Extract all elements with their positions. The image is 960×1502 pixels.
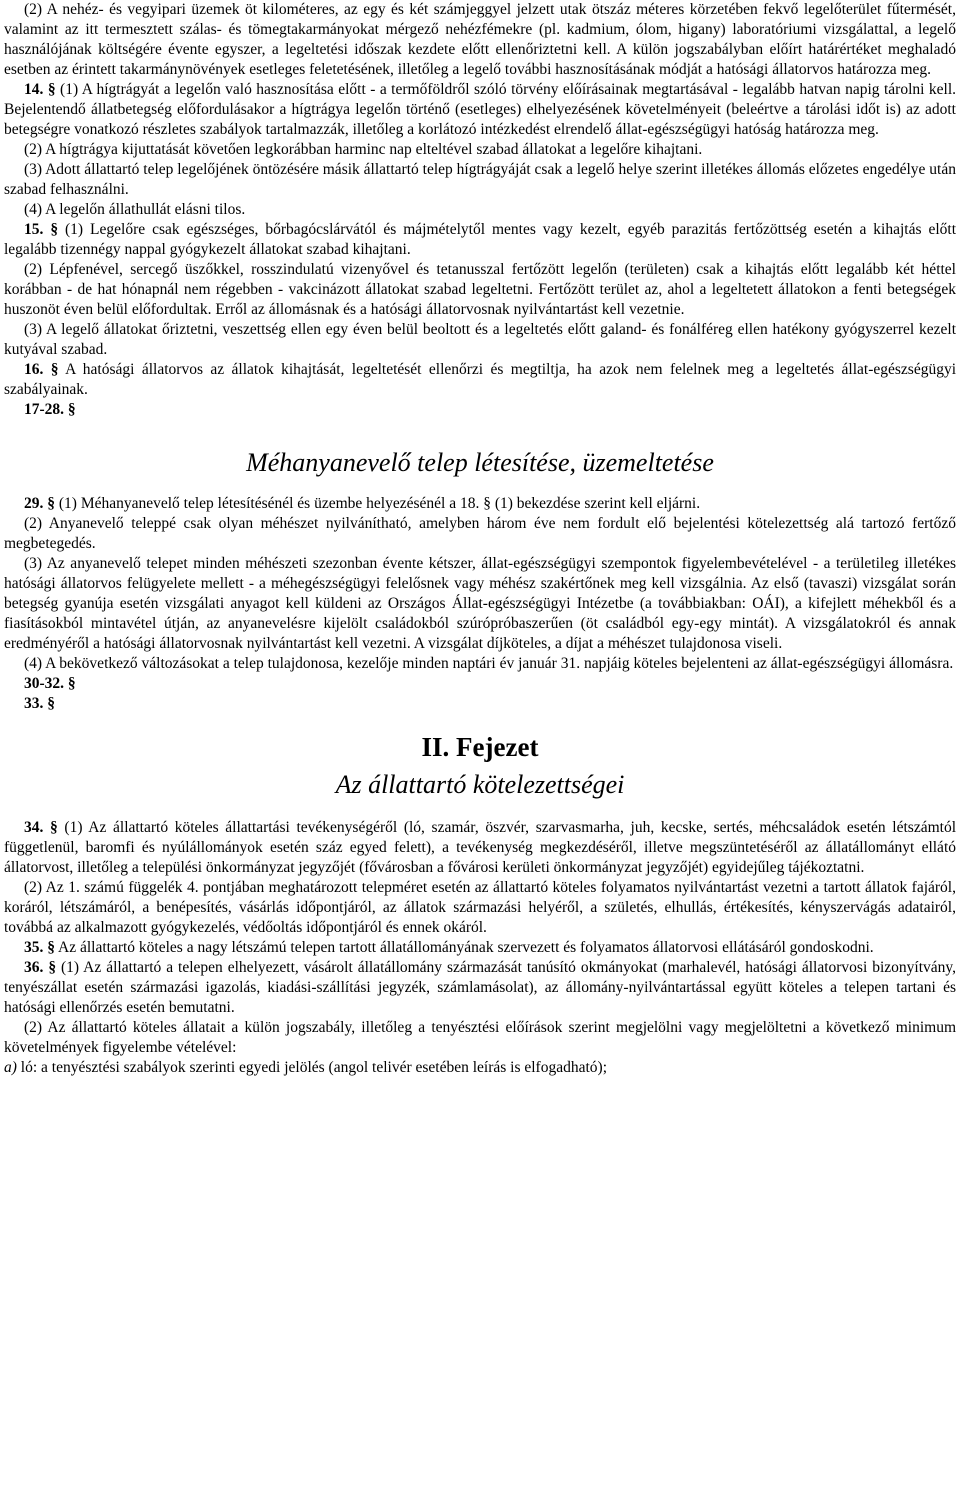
section-number: 17-28. xyxy=(24,401,65,418)
section-symbol: § xyxy=(48,959,57,976)
section-symbol: § xyxy=(47,939,55,956)
section-number: 30-32. xyxy=(24,675,65,692)
list-marker: a) xyxy=(4,1059,17,1076)
section-symbol: § xyxy=(47,695,55,712)
section-symbol: § xyxy=(67,675,76,692)
paragraph xyxy=(4,554,956,654)
paragraph xyxy=(4,958,956,1018)
paragraph xyxy=(4,0,956,80)
paragraph xyxy=(4,160,956,200)
paragraph xyxy=(4,320,956,360)
section-number: 34. xyxy=(24,819,44,836)
section-symbol: § xyxy=(50,361,59,378)
paragraph-text: (2) A hígtrágya kijuttatását követően legkorábban harminc nap elteltével szabad állatokat a legelőre kihajtani. xyxy=(24,141,703,158)
paragraph-text: (1) A hígtrágyát a legelőn való hasznosítása előtt - a termőföldről szóló törvény előírásainak megtartásával - legalább hatvan napig tárolni kell. Bejelentendő állatbetegség előfordulásakor a hígtrágya legelőn történő (esetleges) elhelyezésének követelményeit (beleértve a tárolási időt is) az adott betegségre vonatkozó részletes szabályok tartalmazzák, illetőleg a korlátozó intézkedést elrendelő állat-egészségügyi hatóság határozza meg. xyxy=(4,81,957,138)
paragraph xyxy=(4,674,956,694)
paragraph-text: Az állattartó köteles a nagy létszámú telepen tartott állatállományának szervezett és folyamatos állatorvosi ellátásáról gondoskodni. xyxy=(55,939,874,956)
section-number: 36. xyxy=(24,959,44,976)
paragraph xyxy=(4,1018,956,1058)
paragraph-text: (3) A legelő állatokat őriztetni, veszettség ellen egy éven belül beoltott és a legeltetés előtt galand- és fonálféreg ellen hatékony gyógyszerrel kezelt kutyával szabad. xyxy=(4,321,956,358)
paragraph-text: (4) A legelőn állathullát elásni tilos. xyxy=(24,201,246,218)
section-heading: Méhanyanevelő telep létesítése, üzemeltetése xyxy=(246,448,714,477)
paragraph-text: (1) Az állattartó köteles állattartási tevékenységéről (ló, szamár, öszvér, szarvasmarha, juh, kecske, sertés, méhcsaládok esetén létszámtól függetlenül, baromfi és nyúlállományok esetén száz egyed felett), a tevékenység megkezdéséről, illetve megszüntetéséről az állatállományt ellátó állatorvost, illetőleg a települési önkormányzat jegyzőjét (fővárosban a fővárosi kerületi önkormányzat jegyzőjét) egyidejűleg tájékoztatni. xyxy=(4,819,957,876)
paragraph xyxy=(4,220,956,260)
paragraph xyxy=(4,818,956,878)
paragraph xyxy=(4,514,956,554)
section-number: 14. xyxy=(24,81,44,98)
paragraph xyxy=(4,140,956,160)
paragraph xyxy=(4,1058,956,1078)
paragraph-text: A hatósági állatorvos az állatok kihajtását, legeltetését ellenőrzi és megtiltja, ha azok nem felelnek meg a legeltetés állat-egészségügyi szabályainak. xyxy=(4,361,957,398)
paragraph xyxy=(4,360,956,400)
paragraph-text: (2) Az 1. számú függelék 4. pontjában meghatározott telepméret esetén az állattartó köteles folyamatos nyilvántartást vezetni a tartott állatok fajáról, koráról, létszámáról, a benépesítés, vásárlás időpontjáról, az állatok származási helyéről, a születés, elhullás, értékesítés, kényszervágás adatairól, továbbá az alkalmazott gyógykezelés, védőoltás időpontjáról és ennek okáról. xyxy=(4,879,956,936)
paragraph xyxy=(4,260,956,320)
paragraph-text: ló: a tenyésztési szabályok szerinti egyedi jelölés (angol telivér esetében leírás is elfogadható); xyxy=(16,1059,607,1076)
section-number: 33. xyxy=(24,695,44,712)
section-symbol: § xyxy=(47,81,56,98)
chapter-title: Az állattartó kötelezettségei xyxy=(335,770,625,799)
paragraph-text: (2) Anyanevelő teleppé csak olyan méhészet nyilvánítható, amelyben három éve nem fordult elő bejelentési kötelezettség alá tartozó fertőző megbetegedés. xyxy=(4,515,956,552)
paragraph-text: (1) Az állattartó a telepen elhelyezett, vásárolt állatállomány származását tanúsító okmányokat (marhalevél, hatósági állatorvosi bizonyítvány, tenyészállat esetén származási igazolás, kiadási-szállítási jegyzék, számlamásolat), az állomány-nyilvántartással együtt köteles a telepen tartani és hatósági ellenőrzés esetén bemutatni. xyxy=(4,959,957,1016)
section-number: 16. xyxy=(24,361,44,378)
paragraph xyxy=(4,938,956,958)
section-number: 29. xyxy=(24,495,44,512)
paragraph-text: (1) Legelőre csak egészséges, bőrbagócslárvától és májmételytől mentes vagy kezelt, egyéb parazitás fertőzöttség esetén a kihajtás előtt legalább tizennégy nappal gyógykezelt állatokat szabad kihajtani. xyxy=(4,221,956,258)
section-symbol: § xyxy=(50,819,58,836)
paragraph-text: (3) Adott állattartó telep legelőjének öntözésére másik állattartó telep hígtrágyáját csak a legelő helye szerint illetékes állomás előzetes engedélye után szabad felhasználni. xyxy=(4,161,956,198)
paragraph xyxy=(4,400,956,420)
section-symbol: § xyxy=(50,221,59,238)
paragraph-text: (3) Az anyanevelő telepet minden méhészeti szezonban évente kétszer, állat-egészségügyi szempontok figyelembevételével - a területileg illetékes hatósági állatorvos felügyelete mellett - a méhegészségügyi felelősnek vagy méhész szakértőnek meg kell vizsgálnia. Az első (tavaszi) vizsgálat során betegség gyanúja esetén vizsgálati anyagot kell küldeni az Országos Állat-egészségügyi Intézetbe (a továbbiakban: OÁI), a kifejlett méhekből és a fiasításokból mintavétel útján, az anyanevelésre kijelölt családokból szúrópróbaszerűen (öt családból egy-egy mintát). A vizsgálatokról és annak eredményéről a hatósági állatorvosnak nyilvántartást kell vezetni. A vizsgálat díjköteles, a díjat a méhészet tulajdonosa viseli. xyxy=(4,555,956,652)
paragraph xyxy=(4,654,956,674)
paragraph-text: (2) Az állattartó köteles állatait a külön jogszabály, illetőleg a tenyésztési előírások szerint megjelölni vagy megjelöltetni a következő minimum követelmények figyelembe vételével: xyxy=(4,1019,956,1056)
section-symbol: § xyxy=(67,401,76,418)
paragraph xyxy=(4,200,956,220)
paragraph-text: (1) Méhanyanevelő telep létesítésénél és üzembe helyezésénél a 18. § (1) bekezdése szerint kell eljárni. xyxy=(55,495,701,512)
section-number: 35. xyxy=(24,939,44,956)
paragraph xyxy=(4,694,956,714)
paragraph-text: (2) Lépfenével, sercegő üszőkkel, rosszindulatú vizenyővel és tetanusszal fertőzött legelőn (területen) csak a kihajtás előtt legalább két héttel korábban - de hat hónapnál nem régebben - vakcinázott állatokat szabad legeltetni. Fertőzött terület az, ahol a legeltetett állatokon a fenti betegségek huszonöt éven belül előfordultak. Erről az állomásnak és a hatósági állatorvosnak nyilvántartást kell vezetnie. xyxy=(4,261,956,318)
paragraph xyxy=(4,494,956,514)
section-number: 15. xyxy=(24,221,44,238)
paragraph xyxy=(4,878,956,938)
paragraph-text: (4) A bekövetkező változásokat a telep tulajdonosa, kezelője minden naptári év január 31. napjáig köteles bejelenteni az állat-egészségügyi állomásra. xyxy=(24,655,954,672)
section-symbol: § xyxy=(47,495,55,512)
paragraph xyxy=(4,80,956,140)
chapter-number: II. Fejezet xyxy=(421,732,539,762)
paragraph-text: (2) A nehéz- és vegyipari üzemek öt kilométeres, az egy és két számjeggyel jelzett utak ötszáz méteres körzetében fekvő legelőterület fűtermését, valamint az itt termesztett szálas- és tömegtakarmányokat mérgező nehézfémekre (pl. kadmium, ólom, higany) laboratóriumi vizsgálattal, a legelő használójának költségére évente egyszer, a legeltetési időszak kezdete előtt ellenőriztetni kell. A külön jogszabályban előírt határértéket meghaladó esetben az érintett takarmánynövények esetleges feletetésének, illetőleg a legelő további hasznosításának módját a hatósági állatorvos határozza meg. xyxy=(4,1,956,78)
